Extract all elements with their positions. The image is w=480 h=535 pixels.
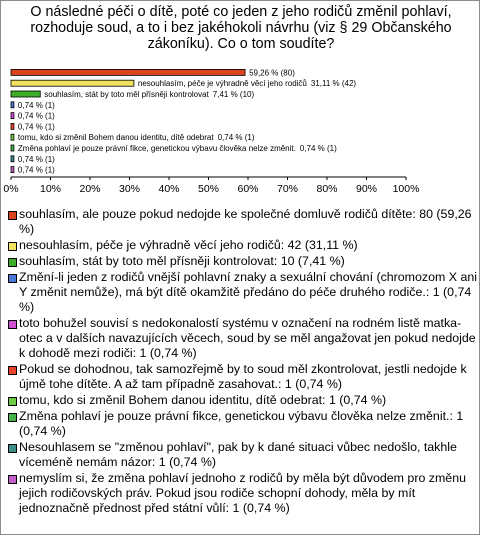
- legend-item: [8, 471, 474, 516]
- x-tick-label: 40%: [158, 183, 180, 195]
- legend-item: [8, 440, 474, 470]
- bar-value-label: 0,74 % (1): [17, 154, 55, 164]
- bar-value-label: 0,74 % (1): [299, 144, 337, 153]
- x-tick-label: 70%: [276, 183, 299, 195]
- bar-category-label: Změna pohlaví je pouze právní fikce, genetickou výbavu člověka nelze změnit.: [17, 144, 296, 153]
- legend-swatch: [8, 320, 17, 329]
- legend-label: Změna pohlaví je pouze právní fikce, genetickou výbavu člověka nelze změnit.: 1 (0,74 %): [19, 409, 464, 438]
- bar-value-label: 0,74 % (1): [217, 133, 255, 143]
- bar: [11, 113, 14, 119]
- bar: [11, 156, 14, 162]
- bar-category-label: nesouhlasím, péče je výhradně věcí jeho rodičů: [137, 79, 307, 89]
- bar: [11, 80, 134, 86]
- bar-value-label: 0,74 % (1): [17, 122, 55, 132]
- bar: [11, 145, 14, 151]
- bar-value-label: 0,74 % (1): [17, 100, 55, 110]
- legend-swatch: [8, 475, 17, 484]
- legend-item: [8, 409, 474, 439]
- x-tick-label: 50%: [197, 183, 220, 195]
- bar-category-label: tomu, kdo si změnil Bohem danou identitu, dítě odebrat: [17, 133, 214, 143]
- legend-item: [8, 316, 474, 361]
- legend-label: souhlasím, stát by toto měl přísněji kontrolovat: 10 (7,41 %): [19, 254, 345, 268]
- legend-label: nemyslím si, že změna pohlaví jednoho z rodičů by měla být důvodem pro změnu jejich rodičovských práv. Pokud jsou rodiče schopní dohody, měla by mít jednoznačně přednost před státní vůlí: 1 (0,74 %): [19, 471, 466, 515]
- bar: [11, 69, 245, 75]
- legend-label: Nesouhlasem se "změnou pohlaví", pak by k dané situaci vůbec nedošlo, takhle víceméně nemám názor: 1 (0,74 %): [19, 440, 457, 469]
- bar-plot: [1, 1, 479, 206]
- legend-label: Změní-li jeden z rodičů vnější pohlavní znaky a sexuální chování (chromozom X ani Y změnit nemůže), má být dítě okamžitě předáno do péče druhého rodiče.: 1 (0,74 %): [19, 270, 477, 314]
- legend-label: Pokud se dohodnou, tak samozřejmě by to soud měl zkontrolovat, jestli nedojde k újmě tohe dítěte. A až tam případně zasahovat.: 1 (0,74 %): [19, 362, 467, 391]
- legend-item: [8, 238, 474, 253]
- legend-item: [8, 270, 477, 315]
- bar-value-label: 0,74 % (1): [17, 111, 55, 121]
- legend-label: nesouhlasím, péče je výhradně věcí jeho rodičů: 42 (31,11 %): [19, 238, 358, 252]
- x-tick-label: 60%: [237, 183, 259, 195]
- legend-swatch: [8, 274, 17, 283]
- bar: [11, 134, 14, 140]
- bar-value-label: 7,41 % (10): [212, 90, 255, 99]
- legend-swatch: [8, 211, 17, 220]
- bar: [11, 102, 14, 108]
- legend-swatch: [8, 444, 17, 453]
- legend-swatch: [8, 258, 17, 267]
- legend-swatch: [8, 397, 17, 406]
- legend-swatch: [8, 242, 17, 251]
- legend-item: [8, 207, 474, 237]
- legend-item: [8, 362, 474, 392]
- legend-label: tomu, kdo si změnil Bohem danou identitu, dítě odebrat: 1 (0,74 %): [19, 393, 387, 407]
- x-tick-label: 20%: [79, 183, 101, 195]
- legend-label: souhlasím, ale pouze pokud nedojde ke společné domluvě rodičů dítěte: 80 (59,26 %): [19, 207, 472, 236]
- bar: [11, 123, 14, 129]
- legend-item: [8, 393, 474, 408]
- x-tick-label: 100%: [392, 183, 420, 195]
- bar: [11, 167, 14, 173]
- bar-value-label: 59,26 % (80): [249, 68, 295, 78]
- x-tick-label: 10%: [39, 183, 62, 195]
- bar: [11, 91, 40, 97]
- x-tick-label: 30%: [118, 183, 141, 195]
- bar-category-label: souhlasím, stát by toto měl přísněji kontrolovat: [44, 90, 209, 99]
- legend-swatch: [8, 413, 17, 422]
- bar-value-label: 0,74 % (1): [17, 165, 55, 175]
- x-tick-label: 0%: [3, 183, 19, 195]
- x-tick-label: 90%: [355, 183, 378, 195]
- legend-item: [8, 254, 474, 269]
- chart-title: O následné péči o dítě, poté co jeden z jeho rodičů změnil pohlaví, rozhoduje soud, a to i bez jakéhokoli návrhu (viz § 29 Občanského zákoníku). Co o tom soudíte?: [30, 4, 452, 52]
- x-tick-label: 80%: [316, 183, 338, 195]
- legend-label: toto bohužel souvisí s nedokonalostí systému v označení na rodném listě matka-otec a v dalších navazujících věcech, soud by se měl angažovat jen pokud nedojde k dohodě mezi rodiči: 1 (0,74 %): [19, 316, 476, 360]
- legend-swatch: [8, 366, 17, 375]
- bar-value-label: 31,11 % (42): [310, 79, 357, 89]
